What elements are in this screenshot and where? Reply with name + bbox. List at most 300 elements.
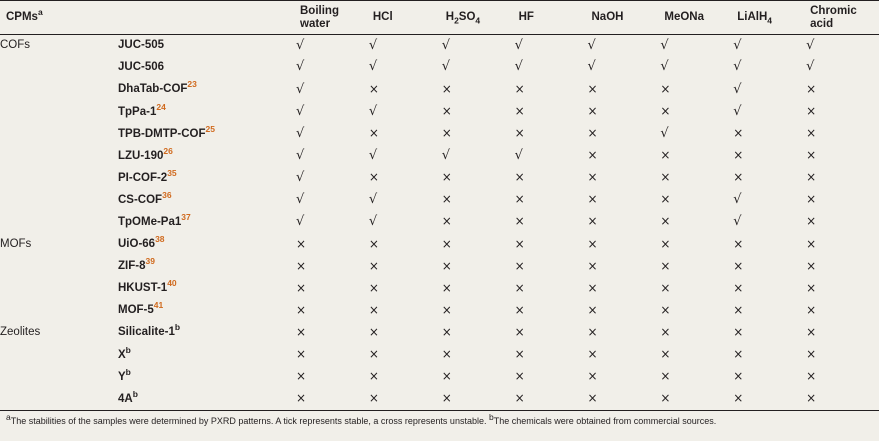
reference-superscript: 40	[167, 278, 177, 289]
cross-glyph: ×	[368, 280, 379, 295]
cross-glyph: ×	[660, 369, 671, 384]
stability-cross-icon	[442, 233, 515, 255]
cross-glyph: ×	[806, 324, 817, 339]
table-row	[0, 145, 879, 167]
stability-cross-icon	[588, 278, 661, 300]
stability-cross-icon	[733, 233, 806, 255]
tick-glyph: √	[441, 147, 451, 163]
stability-cross-icon	[369, 167, 442, 189]
row-group-label	[0, 300, 118, 322]
reference-superscript: 24	[156, 101, 166, 112]
cross-glyph: ×	[587, 103, 598, 118]
stability-cross-icon	[296, 255, 369, 277]
cross-glyph: ×	[806, 81, 817, 96]
stability-cross-icon	[442, 255, 515, 277]
chromic-line1: Chromic	[810, 4, 857, 17]
stability-tick-icon	[733, 101, 806, 123]
cross-glyph: ×	[368, 81, 379, 96]
stability-cross-icon	[660, 189, 733, 211]
tick-glyph: √	[806, 37, 815, 53]
row-material-name	[118, 388, 296, 410]
stability-cross-icon	[296, 344, 369, 366]
cross-glyph: ×	[441, 258, 452, 273]
tick-glyph: √	[514, 147, 523, 163]
stability-cross-icon	[806, 366, 879, 388]
stability-cross-icon	[588, 123, 661, 145]
cross-glyph: ×	[587, 391, 598, 406]
stability-cross-icon	[369, 388, 442, 410]
stability-cross-icon	[588, 233, 661, 255]
cross-glyph: ×	[733, 280, 744, 295]
tick-glyph: √	[296, 147, 305, 163]
stability-cross-icon	[442, 300, 515, 322]
cross-glyph: ×	[806, 369, 817, 384]
cross-glyph: ×	[806, 192, 817, 207]
h2so4-part1: H	[445, 11, 455, 24]
stability-cross-icon	[588, 189, 661, 211]
cross-glyph: ×	[368, 302, 379, 317]
cross-glyph: ×	[368, 346, 379, 361]
cross-glyph: ×	[806, 214, 817, 229]
stability-cross-icon	[442, 366, 515, 388]
cross-glyph: ×	[587, 214, 598, 229]
stability-cross-icon	[515, 278, 588, 300]
stability-cross-icon	[806, 233, 879, 255]
cross-glyph: ×	[296, 258, 307, 273]
row-group-label	[0, 167, 118, 189]
stability-cross-icon	[806, 123, 879, 145]
stability-cross-icon	[442, 101, 515, 123]
column-header-hcl	[369, 1, 442, 35]
stability-cross-icon	[588, 211, 661, 233]
cross-glyph: ×	[587, 280, 598, 295]
column-header-cpms-label: CPMs	[6, 11, 38, 24]
cross-glyph: ×	[806, 302, 817, 317]
cross-glyph: ×	[806, 126, 817, 141]
cross-glyph: ×	[514, 236, 525, 251]
row-material-name	[118, 211, 296, 233]
cross-glyph: ×	[296, 302, 307, 317]
stability-tick-icon	[369, 145, 442, 167]
stability-tick-icon	[442, 35, 515, 57]
cross-glyph: ×	[806, 170, 817, 185]
cross-glyph: ×	[733, 324, 744, 339]
stability-cross-icon	[733, 167, 806, 189]
cross-glyph: ×	[368, 324, 379, 339]
material-name-text: UiO-66	[118, 238, 156, 251]
stability-tick-icon	[442, 145, 515, 167]
row-group-label	[0, 278, 118, 300]
stability-cross-icon	[733, 322, 806, 344]
stability-cross-icon	[660, 300, 733, 322]
stability-cross-icon	[660, 167, 733, 189]
row-material-name	[118, 366, 296, 388]
stability-tick-icon	[369, 101, 442, 123]
tick-glyph: √	[368, 59, 378, 75]
stability-cross-icon	[515, 167, 588, 189]
row-material-name	[118, 57, 296, 79]
stability-cross-icon	[806, 278, 879, 300]
material-name-text: LZU-190	[118, 149, 164, 162]
cross-glyph: ×	[514, 324, 525, 339]
stability-cross-icon	[660, 233, 733, 255]
row-group-label	[0, 344, 118, 366]
row-group-label	[0, 255, 118, 277]
stability-cross-icon	[296, 278, 369, 300]
cross-glyph: ×	[514, 369, 525, 384]
cross-glyph: ×	[587, 81, 598, 96]
material-name-text: JUC-505	[118, 39, 165, 52]
row-material-name	[118, 167, 296, 189]
stability-cross-icon	[660, 101, 733, 123]
stability-cross-icon	[442, 388, 515, 410]
tick-glyph: √	[733, 192, 742, 208]
table-row	[0, 101, 879, 123]
stability-cross-icon	[442, 79, 515, 101]
footnote-text-a: The stabilities of the samples were determined by PXRD patterns. A tick represents stable, a cross represents unstable.	[10, 416, 489, 427]
stability-cross-icon	[733, 278, 806, 300]
reference-superscript: 26	[163, 145, 173, 156]
cross-glyph: ×	[806, 346, 817, 361]
footnote-marker-b: b	[488, 412, 494, 423]
reference-superscript: 41	[153, 300, 164, 311]
cross-glyph: ×	[587, 369, 598, 384]
cross-glyph: ×	[733, 391, 744, 406]
stability-cross-icon	[515, 366, 588, 388]
stability-cross-icon	[588, 300, 661, 322]
tick-glyph: √	[296, 192, 305, 208]
stability-tick-icon	[369, 35, 442, 57]
row-group-label	[0, 79, 118, 101]
tick-glyph: √	[296, 214, 305, 230]
table-row	[0, 366, 879, 388]
hcl-label: HCl	[372, 11, 393, 24]
column-header-lialh4	[733, 1, 806, 35]
tick-glyph: √	[441, 59, 451, 75]
tick-glyph: √	[296, 125, 305, 141]
footnote-superscript: b	[125, 344, 131, 355]
tick-glyph: √	[296, 169, 305, 185]
cross-glyph: ×	[733, 346, 744, 361]
material-name-text: CS-COF	[118, 193, 163, 206]
stability-cross-icon	[806, 255, 879, 277]
h2so4-sub2: 4	[475, 15, 481, 26]
stability-cross-icon	[442, 189, 515, 211]
cross-glyph: ×	[441, 280, 452, 295]
row-material-name	[118, 300, 296, 322]
stability-cross-icon	[660, 366, 733, 388]
stability-cross-icon	[442, 123, 515, 145]
table-row	[0, 300, 879, 322]
stability-cross-icon	[588, 322, 661, 344]
footnote-marker-a: a	[6, 412, 11, 423]
cross-glyph: ×	[514, 81, 525, 96]
cross-glyph: ×	[368, 391, 379, 406]
tick-glyph: √	[296, 37, 305, 53]
table-row	[0, 255, 879, 277]
tick-glyph: √	[514, 59, 523, 75]
cross-glyph: ×	[587, 126, 598, 141]
material-name-text: TpPa-1	[118, 105, 157, 118]
cross-glyph: ×	[587, 236, 598, 251]
row-material-name	[118, 189, 296, 211]
stability-cross-icon	[515, 189, 588, 211]
stability-cross-icon	[515, 123, 588, 145]
table-header-row	[0, 1, 879, 35]
row-group-label	[0, 189, 118, 211]
material-name-text: MOF-5	[118, 304, 154, 317]
cross-glyph: ×	[587, 302, 598, 317]
row-group-label: COFs	[0, 39, 31, 52]
tick-glyph: √	[368, 214, 378, 230]
row-material-name	[118, 35, 296, 57]
tick-glyph: √	[296, 81, 305, 97]
stability-tick-icon	[660, 123, 733, 145]
row-group-label	[0, 145, 118, 167]
stability-cross-icon	[733, 123, 806, 145]
h2so4-part2: SO	[458, 11, 476, 24]
cross-glyph: ×	[514, 103, 525, 118]
cross-glyph: ×	[514, 192, 525, 207]
footnote-superscript: b	[125, 366, 131, 377]
cross-glyph: ×	[441, 170, 452, 185]
cross-glyph: ×	[296, 280, 307, 295]
stability-cross-icon	[588, 366, 661, 388]
stability-tick-icon	[296, 189, 369, 211]
material-name-text: JUC-506	[118, 61, 165, 74]
chromic-line2: acid	[810, 17, 834, 30]
row-material-name	[118, 344, 296, 366]
stability-cross-icon	[369, 300, 442, 322]
cross-glyph: ×	[441, 324, 452, 339]
stability-cross-icon	[442, 167, 515, 189]
tick-glyph: √	[733, 214, 742, 230]
table-row	[0, 167, 879, 189]
cross-glyph: ×	[441, 192, 452, 207]
column-header-cpms-superscript: a	[37, 7, 43, 18]
stability-cross-icon	[369, 123, 442, 145]
stability-cross-icon	[515, 388, 588, 410]
row-group-label	[0, 211, 118, 233]
tick-glyph: √	[733, 81, 742, 97]
tick-glyph: √	[587, 59, 596, 75]
stability-cross-icon	[660, 278, 733, 300]
cross-glyph: ×	[441, 346, 452, 361]
column-header-naoh	[588, 1, 661, 35]
tick-glyph: √	[368, 37, 378, 53]
table-header	[0, 1, 879, 35]
column-header-hf	[515, 1, 588, 35]
boiling-water-line2: water	[300, 17, 331, 30]
stability-cross-icon	[515, 344, 588, 366]
stability-tick-icon	[296, 79, 369, 101]
material-name-text: DhaTab-COF	[118, 83, 188, 96]
cross-glyph: ×	[514, 170, 525, 185]
row-group-label	[0, 366, 118, 388]
reference-superscript: 37	[181, 212, 191, 223]
cross-glyph: ×	[806, 258, 817, 273]
stability-cross-icon	[806, 211, 879, 233]
stability-cross-icon	[296, 322, 369, 344]
tick-glyph: √	[368, 147, 378, 163]
tick-glyph: √	[733, 103, 742, 119]
footnote-text-b: The chemicals were obtained from commercial sources.	[493, 416, 717, 427]
stability-cross-icon	[588, 255, 661, 277]
row-group-label	[0, 123, 118, 145]
stability-cross-icon	[806, 322, 879, 344]
tick-glyph: √	[660, 37, 669, 53]
stability-tick-icon	[733, 57, 806, 79]
stability-cross-icon	[660, 322, 733, 344]
cross-glyph: ×	[587, 170, 598, 185]
stability-cross-icon	[515, 211, 588, 233]
cross-glyph: ×	[368, 258, 379, 273]
row-material-name	[118, 322, 296, 344]
cross-glyph: ×	[296, 369, 307, 384]
table-row	[0, 35, 879, 57]
table-row	[0, 322, 879, 344]
table-footnote	[0, 411, 879, 427]
stability-tick-icon	[733, 189, 806, 211]
footnote-superscript: b	[174, 322, 181, 333]
stability-tick-icon	[296, 123, 369, 145]
stability-tick-icon	[588, 35, 661, 57]
material-name-text: HKUST-1	[118, 282, 168, 295]
stability-tick-icon	[733, 211, 806, 233]
tick-glyph: √	[296, 59, 305, 75]
stability-cross-icon	[733, 388, 806, 410]
stability-cross-icon	[296, 366, 369, 388]
cross-glyph: ×	[660, 214, 671, 229]
table-row	[0, 344, 879, 366]
stability-cross-icon	[733, 145, 806, 167]
cross-glyph: ×	[441, 126, 452, 141]
tick-glyph: √	[514, 37, 523, 53]
cross-glyph: ×	[441, 391, 452, 406]
tick-glyph: √	[587, 37, 596, 53]
cross-glyph: ×	[441, 302, 452, 317]
stability-tick-icon	[806, 57, 879, 79]
cross-glyph: ×	[660, 391, 671, 406]
material-name-text: TPB-DMTP-COF	[118, 127, 206, 140]
row-group-label	[0, 388, 118, 410]
material-name-text: Silicalite-1	[118, 326, 175, 339]
cross-glyph: ×	[587, 192, 598, 207]
table-row	[0, 79, 879, 101]
stability-cross-icon	[442, 344, 515, 366]
cross-glyph: ×	[368, 369, 379, 384]
lialh4-part1: LiAlH	[737, 11, 768, 24]
material-name-text: PI-COF-2	[118, 171, 168, 184]
stability-cross-icon	[806, 388, 879, 410]
material-name-text: 4A	[118, 392, 133, 405]
stability-cross-icon	[660, 255, 733, 277]
stability-cross-icon	[515, 322, 588, 344]
cross-glyph: ×	[733, 236, 744, 251]
cross-glyph: ×	[514, 391, 525, 406]
material-name-text: Y	[118, 370, 126, 383]
stability-cross-icon	[660, 145, 733, 167]
stability-tick-icon	[660, 35, 733, 57]
cross-glyph: ×	[733, 302, 744, 317]
stability-cross-icon	[588, 167, 661, 189]
row-group-label: MOFs	[0, 238, 32, 251]
cross-glyph: ×	[660, 148, 671, 163]
column-header-material	[118, 1, 296, 35]
cross-glyph: ×	[733, 148, 744, 163]
table-row	[0, 388, 879, 410]
stability-cross-icon	[515, 101, 588, 123]
stability-cross-icon	[806, 300, 879, 322]
stability-cross-icon	[588, 145, 661, 167]
cross-glyph: ×	[296, 324, 307, 339]
stability-cross-icon	[296, 233, 369, 255]
tick-glyph: √	[296, 103, 305, 119]
row-group-label: Zeolites	[0, 326, 41, 339]
reference-superscript: 38	[155, 234, 165, 245]
cross-glyph: ×	[514, 346, 525, 361]
stability-cross-icon	[588, 79, 661, 101]
lialh4-sub: 4	[767, 15, 773, 26]
cross-glyph: ×	[368, 170, 379, 185]
tick-glyph: √	[441, 37, 451, 53]
stability-cross-icon	[733, 300, 806, 322]
stability-tick-icon	[296, 145, 369, 167]
table-row	[0, 57, 879, 79]
column-header-boiling-water	[296, 1, 369, 35]
boiling-water-line1: Boiling	[300, 4, 339, 17]
stability-tick-icon	[296, 57, 369, 79]
cross-glyph: ×	[806, 391, 817, 406]
reference-superscript: 23	[187, 79, 197, 90]
stability-cross-icon	[442, 211, 515, 233]
stability-cross-icon	[660, 79, 733, 101]
row-material-name	[118, 79, 296, 101]
stability-tick-icon	[515, 145, 588, 167]
cross-glyph: ×	[806, 236, 817, 251]
table-row	[0, 278, 879, 300]
cross-glyph: ×	[441, 103, 452, 118]
stability-tick-icon	[660, 57, 733, 79]
cross-glyph: ×	[368, 236, 379, 251]
cross-glyph: ×	[296, 236, 307, 251]
cross-glyph: ×	[660, 346, 671, 361]
cross-glyph: ×	[514, 126, 525, 141]
cross-glyph: ×	[660, 280, 671, 295]
stability-cross-icon	[588, 344, 661, 366]
tick-glyph: √	[733, 37, 742, 53]
stability-cross-icon	[588, 101, 661, 123]
cross-glyph: ×	[587, 324, 598, 339]
reference-superscript: 25	[205, 123, 215, 134]
row-material-name	[118, 101, 296, 123]
cross-glyph: ×	[296, 391, 307, 406]
stability-tick-icon	[296, 101, 369, 123]
tick-glyph: √	[660, 59, 669, 75]
stability-cross-icon	[369, 79, 442, 101]
row-material-name	[118, 123, 296, 145]
stability-cross-icon	[369, 255, 442, 277]
stability-cross-icon	[806, 145, 879, 167]
naoh-label: NaOH	[591, 11, 624, 24]
stability-tick-icon	[515, 35, 588, 57]
cross-glyph: ×	[587, 148, 598, 163]
cross-glyph: ×	[660, 324, 671, 339]
cross-glyph: ×	[514, 214, 525, 229]
stability-tick-icon	[296, 211, 369, 233]
stability-cross-icon	[369, 322, 442, 344]
table-row	[0, 211, 879, 233]
